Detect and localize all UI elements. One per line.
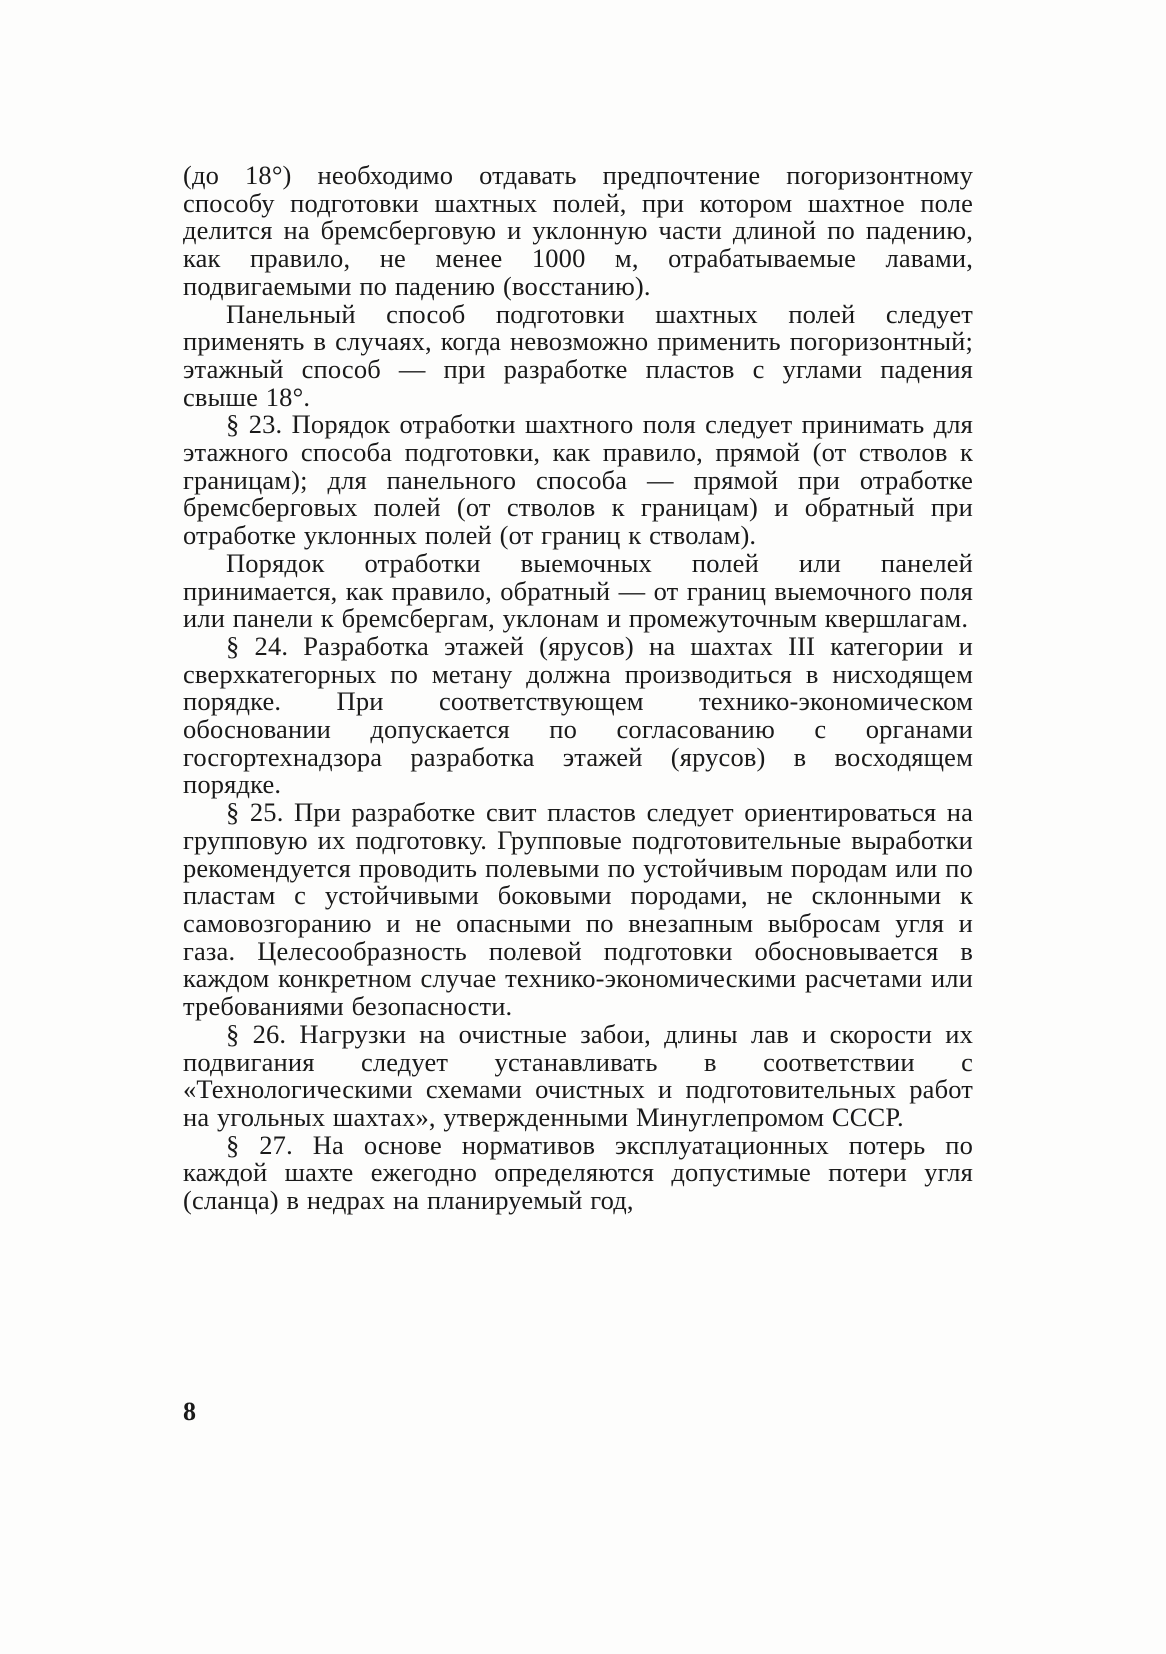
paragraph-section-27: § 27. На основе нормативов эксплуатационных потерь по каждой шахте ежегодно определяются допустимые потери угля (сланца) в недрах на планируемый год, xyxy=(183,1129,973,1216)
paragraph-section-26: § 26. Нагрузки на очистные забои, длины лав и скорости их подвигания следует устанавливать в соответствии с «Технологическими схемами очистных и подготовительных работ на угольных шахтах», утвержденными Минуглепромом СССР. xyxy=(183,1018,973,1132)
paragraph-panel-method: Панельный способ подготовки шахтных полей следует применять в случаях, когда невозможно применить погоризонтный; этажный способ — при разработке пластов с углами падения свыше 18°. xyxy=(183,298,973,412)
body-text xyxy=(183,162,973,1215)
page-number: 8 xyxy=(183,1397,196,1426)
paragraph-section-25: § 25. При разработке свит пластов следует ориентироваться на групповую их подготовку. Групповые подготовительные выработки рекомендуется проводить полевыми по устойчивым породам или по пластам с устойчивыми боковыми породами, не склонными к самовозгоранию и не опасными по внезапным выбросам угля и газа. Целесообразность полевой подготовки обосновывается в каждом конкретном случае технико-экономическими расчетами или требованиями безопасности. xyxy=(183,797,973,1022)
paragraph-section-24: § 24. Разработка этажей (ярусов) на шахтах III категории и сверхкатегорных по метану должна производиться в нисходящем порядке. При соответствующем технико-экономическом обосновании допускается по согласованию с органами госгортехнадзора разработка этажей (ярусов) в восходящем порядке. xyxy=(183,630,973,800)
paragraph-continuation: (до 18°) необходимо отдавать предпочтение погоризонтному способу подготовки шахтных полей, при котором шахтное поле делится на бремсберговую и уклонную части длиной по падению, как правило, не менее 1000 м, отрабатываемые лавами, подвигаемыми по падению (восстанию). xyxy=(183,160,973,301)
paragraph-extraction-order: Порядок отработки выемочных полей или панелей принимается, как правило, обратный — от границ выемочного поля или панели к бремсбергам, уклонам и промежуточным квершлагам. xyxy=(183,547,973,634)
paragraph-section-23: § 23. Порядок отработки шахтного поля следует принимать для этажного способа подготовки, как правило, прямой (от стволов к границам); для панельного способа — прямой при отработке бремсберговых полей (от стволов к границам) и обратный при отработке уклонных полей (от границ к стволам). xyxy=(183,409,973,551)
